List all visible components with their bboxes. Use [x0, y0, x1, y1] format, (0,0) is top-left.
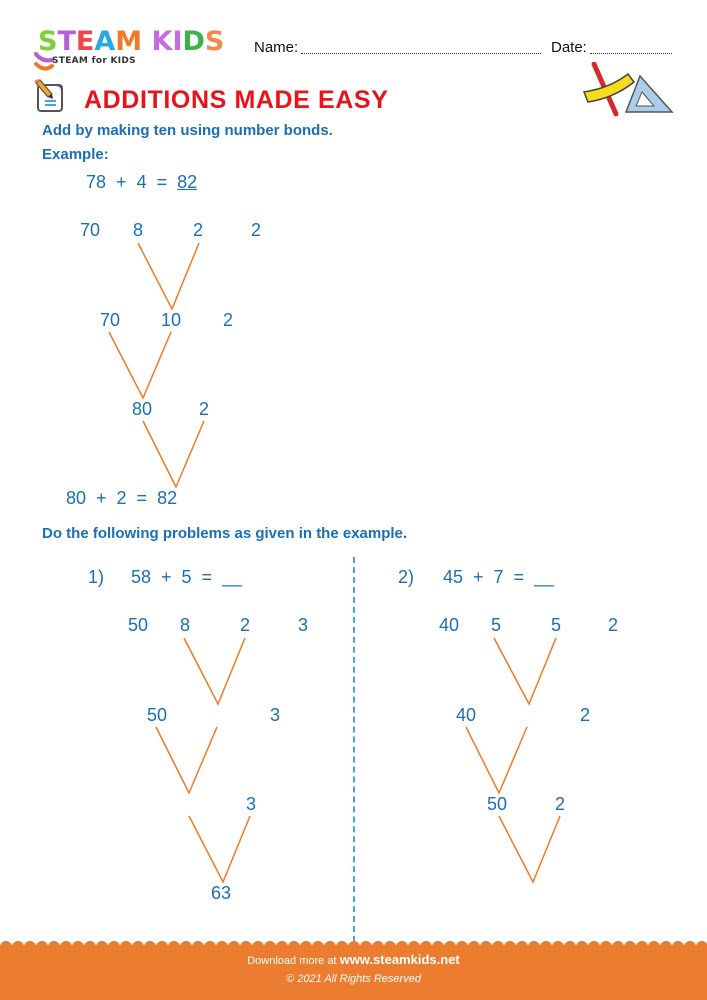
p1-r1-n1: 50 — [128, 615, 149, 635]
footer-download — [0, 952, 707, 967]
example-bond-3 — [143, 421, 204, 487]
example-operator: + — [116, 172, 127, 192]
problem-1-number: 1) — [88, 567, 105, 587]
p2-r3-n2: 2 — [555, 794, 566, 814]
example-bond-1 — [138, 243, 199, 309]
p1-r1-n3: 2 — [240, 615, 251, 635]
p2-r2-n2: 2 — [580, 705, 591, 725]
p1-r1-n4: 3 — [298, 615, 309, 635]
example-label: Example: — [42, 146, 109, 163]
name-label: Name: — [254, 39, 299, 56]
footer-copyright: © 2021 All Rights Reserved — [286, 973, 421, 985]
logo-letter: A — [94, 26, 116, 57]
example-addend-b: 4 — [136, 172, 147, 192]
logo-letter: E — [75, 26, 95, 57]
logo-letter: T — [57, 26, 76, 57]
example-r2-n3: 2 — [223, 310, 234, 330]
p2-r2-n1: 40 — [456, 705, 477, 725]
p2-r1-n4: 2 — [608, 615, 619, 635]
problem-2-number: 2) — [398, 567, 415, 587]
footer-url-link[interactable]: www.steamkids.net — [339, 952, 460, 967]
example-answer: 82 — [177, 172, 198, 192]
logo-letter: K — [151, 26, 173, 57]
p1-r2-n1: 50 — [147, 705, 168, 725]
p2-r1n3: 5 — [551, 615, 562, 635]
practice-instruction: Do the following problems as given in the example. — [42, 525, 408, 542]
example-r1-n4: 2 — [251, 220, 262, 240]
example-r1-n2: 8 — [133, 220, 144, 240]
p2-r1-n1: 40 — [439, 615, 460, 635]
example-r2-n2: 10 — [161, 310, 182, 330]
example-r2-n1: 70 — [100, 310, 121, 330]
example-final-equation: 80 + 2 = 82 — [66, 488, 178, 508]
example-r3-n1: 80 — [132, 399, 153, 419]
example-r1-n3: 2 — [193, 220, 204, 240]
page-title: ADDITIONS MADE EASY — [84, 86, 389, 114]
logo-letter: M — [115, 26, 143, 57]
p2-bond-2 — [466, 727, 527, 793]
example-r3-n2: 2 — [199, 399, 210, 419]
logo-letter: I — [172, 26, 183, 57]
p2-bond-1 — [494, 638, 556, 704]
logo-letter: S — [38, 26, 58, 57]
example-addend-a: 78 — [86, 172, 107, 192]
p1-result: 63 — [211, 883, 232, 903]
p1-bond-3 — [189, 816, 250, 882]
example-bond-2 — [109, 332, 171, 398]
instruction-text: Add by making ten using number bonds. — [42, 122, 333, 139]
p2-bond-3 — [499, 816, 560, 882]
date-label: Date: — [551, 39, 587, 56]
footer-download-text: Download more at — [247, 955, 337, 967]
example-equals: = — [156, 172, 168, 192]
p1-r1-n2: 8 — [180, 615, 191, 635]
logo-letter: S — [204, 26, 225, 57]
p1-bond-2 — [156, 727, 217, 793]
problem-2-equation: 45 + 7 = __ — [443, 567, 555, 587]
p2-r1-n2: 5 — [491, 615, 502, 635]
example-r1-n1: 70 — [80, 220, 101, 240]
p2-r3-n1: 50 — [487, 794, 508, 814]
logo-subtitle: STEAM for KIDS — [52, 56, 136, 66]
p1-r2-n2: 3 — [270, 705, 281, 725]
problem-1-equation: 58 + 5 = __ — [131, 567, 243, 587]
logo-letter: D — [182, 26, 205, 57]
p1-r3-n1: 3 — [246, 794, 257, 814]
p1-bond-1 — [184, 638, 245, 704]
